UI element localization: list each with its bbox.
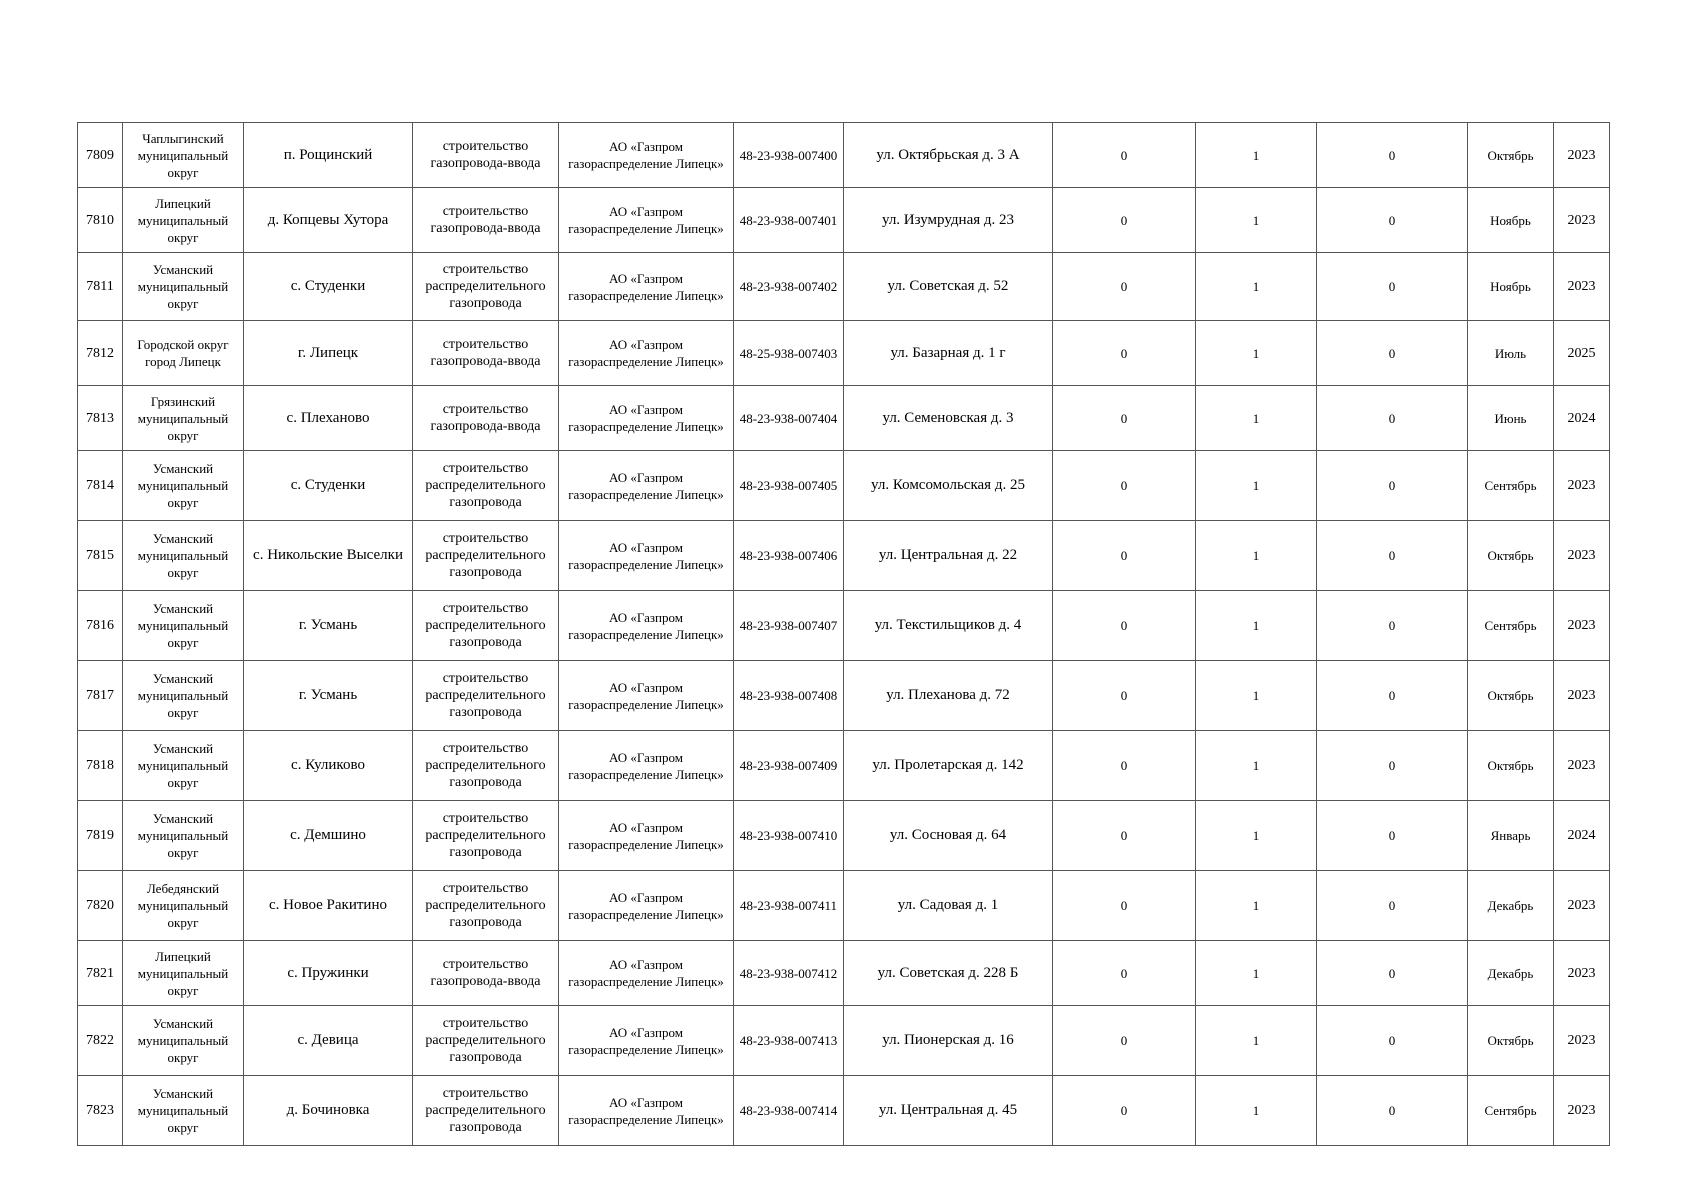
year-cell: 2024 bbox=[1554, 386, 1610, 451]
month-cell: Ноябрь bbox=[1468, 253, 1554, 321]
organization-cell: АО «Газпром газораспределение Липецк» bbox=[559, 1006, 734, 1076]
value-3-cell: 0 bbox=[1317, 188, 1468, 253]
value-1-cell: 0 bbox=[1053, 451, 1196, 521]
month-cell: Октябрь bbox=[1468, 521, 1554, 591]
year-cell: 2023 bbox=[1554, 661, 1610, 731]
work-type-cell: строительство распределительного газопровода bbox=[413, 253, 559, 321]
year-cell: 2023 bbox=[1554, 591, 1610, 661]
month-cell: Сентябрь bbox=[1468, 1076, 1554, 1146]
address-cell: ул. Октябрьская д. 3 А bbox=[844, 123, 1053, 188]
district-cell: Усманский муниципальный округ bbox=[123, 253, 244, 321]
work-type-cell: строительство распределительного газопровода bbox=[413, 451, 559, 521]
address-cell: ул. Сосновая д. 64 bbox=[844, 801, 1053, 871]
table-row bbox=[78, 123, 1610, 188]
object-code-cell: 48-23-938-007408 bbox=[734, 661, 844, 731]
value-1-cell: 0 bbox=[1053, 1076, 1196, 1146]
district-cell: Чаплыгинский муниципальный округ bbox=[123, 123, 244, 188]
month-cell: Декабрь bbox=[1468, 871, 1554, 941]
table-row bbox=[78, 253, 1610, 321]
object-code-cell: 48-23-938-007401 bbox=[734, 188, 844, 253]
month-cell: Июнь bbox=[1468, 386, 1554, 451]
district-cell: Усманский муниципальный округ bbox=[123, 1076, 244, 1146]
settlement-cell: с. Пружинки bbox=[244, 941, 413, 1006]
district-cell: Усманский муниципальный округ bbox=[123, 661, 244, 731]
year-cell: 2023 bbox=[1554, 451, 1610, 521]
organization-cell: АО «Газпром газораспределение Липецк» bbox=[559, 661, 734, 731]
value-3-cell: 0 bbox=[1317, 253, 1468, 321]
district-cell: Усманский муниципальный округ bbox=[123, 591, 244, 661]
table-row bbox=[78, 321, 1610, 386]
work-type-cell: строительство распределительного газопровода bbox=[413, 591, 559, 661]
organization-cell: АО «Газпром газораспределение Липецк» bbox=[559, 386, 734, 451]
value-2-cell: 1 bbox=[1196, 123, 1317, 188]
address-cell: ул. Пионерская д. 16 bbox=[844, 1006, 1053, 1076]
object-code-cell: 48-23-938-007400 bbox=[734, 123, 844, 188]
organization-cell: АО «Газпром газораспределение Липецк» bbox=[559, 591, 734, 661]
month-cell: Январь bbox=[1468, 801, 1554, 871]
settlement-cell: с. Демшино bbox=[244, 801, 413, 871]
year-cell: 2023 bbox=[1554, 123, 1610, 188]
work-type-cell: строительство распределительного газопровода bbox=[413, 871, 559, 941]
year-cell: 2024 bbox=[1554, 801, 1610, 871]
work-type-cell: строительство газопровода-ввода bbox=[413, 941, 559, 1006]
value-1-cell: 0 bbox=[1053, 871, 1196, 941]
value-2-cell: 1 bbox=[1196, 321, 1317, 386]
year-cell: 2025 bbox=[1554, 321, 1610, 386]
settlement-cell: г. Липецк bbox=[244, 321, 413, 386]
month-cell: Октябрь bbox=[1468, 123, 1554, 188]
row-number-cell: 7809 bbox=[78, 123, 123, 188]
table-row bbox=[78, 521, 1610, 591]
value-2-cell: 1 bbox=[1196, 731, 1317, 801]
value-1-cell: 0 bbox=[1053, 123, 1196, 188]
settlement-cell: с. Куликово bbox=[244, 731, 413, 801]
value-1-cell: 0 bbox=[1053, 321, 1196, 386]
object-code-cell: 48-23-938-007404 bbox=[734, 386, 844, 451]
value-3-cell: 0 bbox=[1317, 591, 1468, 661]
value-3-cell: 0 bbox=[1317, 123, 1468, 188]
table-row bbox=[78, 801, 1610, 871]
month-cell: Декабрь bbox=[1468, 941, 1554, 1006]
row-number-cell: 7817 bbox=[78, 661, 123, 731]
value-2-cell: 1 bbox=[1196, 591, 1317, 661]
value-3-cell: 0 bbox=[1317, 1006, 1468, 1076]
table-body bbox=[78, 123, 1610, 1146]
district-cell: Усманский муниципальный округ bbox=[123, 801, 244, 871]
district-cell: Липецкий муниципальный округ bbox=[123, 941, 244, 1006]
district-cell: Усманский муниципальный округ bbox=[123, 731, 244, 801]
value-3-cell: 0 bbox=[1317, 731, 1468, 801]
year-cell: 2023 bbox=[1554, 871, 1610, 941]
address-cell: ул. Базарная д. 1 г bbox=[844, 321, 1053, 386]
value-2-cell: 1 bbox=[1196, 871, 1317, 941]
object-code-cell: 48-23-938-007414 bbox=[734, 1076, 844, 1146]
table-row bbox=[78, 386, 1610, 451]
work-type-cell: строительство распределительного газопровода bbox=[413, 521, 559, 591]
row-number-cell: 7823 bbox=[78, 1076, 123, 1146]
work-type-cell: строительство газопровода-ввода bbox=[413, 188, 559, 253]
row-number-cell: 7813 bbox=[78, 386, 123, 451]
settlement-cell: п. Рощинский bbox=[244, 123, 413, 188]
table-row bbox=[78, 661, 1610, 731]
object-code-cell: 48-23-938-007407 bbox=[734, 591, 844, 661]
table-row bbox=[78, 871, 1610, 941]
value-3-cell: 0 bbox=[1317, 451, 1468, 521]
object-code-cell: 48-23-938-007411 bbox=[734, 871, 844, 941]
address-cell: ул. Советская д. 52 bbox=[844, 253, 1053, 321]
value-2-cell: 1 bbox=[1196, 253, 1317, 321]
address-cell: ул. Центральная д. 45 bbox=[844, 1076, 1053, 1146]
table-row bbox=[78, 1006, 1610, 1076]
value-2-cell: 1 bbox=[1196, 521, 1317, 591]
address-cell: ул. Центральная д. 22 bbox=[844, 521, 1053, 591]
table-row bbox=[78, 1076, 1610, 1146]
value-1-cell: 0 bbox=[1053, 731, 1196, 801]
value-1-cell: 0 bbox=[1053, 521, 1196, 591]
month-cell: Октябрь bbox=[1468, 731, 1554, 801]
organization-cell: АО «Газпром газораспределение Липецк» bbox=[559, 451, 734, 521]
month-cell: Ноябрь bbox=[1468, 188, 1554, 253]
object-code-cell: 48-23-938-007405 bbox=[734, 451, 844, 521]
organization-cell: АО «Газпром газораспределение Липецк» bbox=[559, 188, 734, 253]
row-number-cell: 7811 bbox=[78, 253, 123, 321]
year-cell: 2023 bbox=[1554, 253, 1610, 321]
object-code-cell: 48-23-938-007406 bbox=[734, 521, 844, 591]
row-number-cell: 7818 bbox=[78, 731, 123, 801]
value-3-cell: 0 bbox=[1317, 321, 1468, 386]
value-2-cell: 1 bbox=[1196, 386, 1317, 451]
address-cell: ул. Плеханова д. 72 bbox=[844, 661, 1053, 731]
organization-cell: АО «Газпром газораспределение Липецк» bbox=[559, 1076, 734, 1146]
district-cell: Липецкий муниципальный округ bbox=[123, 188, 244, 253]
organization-cell: АО «Газпром газораспределение Липецк» bbox=[559, 321, 734, 386]
value-2-cell: 1 bbox=[1196, 451, 1317, 521]
organization-cell: АО «Газпром газораспределение Липецк» bbox=[559, 731, 734, 801]
table-row bbox=[78, 941, 1610, 1006]
object-code-cell: 48-23-938-007410 bbox=[734, 801, 844, 871]
address-cell: ул. Советская д. 228 Б bbox=[844, 941, 1053, 1006]
month-cell: Октябрь bbox=[1468, 1006, 1554, 1076]
district-cell: Грязинский муниципальный округ bbox=[123, 386, 244, 451]
district-cell: Усманский муниципальный округ bbox=[123, 451, 244, 521]
address-cell: ул. Комсомольская д. 25 bbox=[844, 451, 1053, 521]
year-cell: 2023 bbox=[1554, 1076, 1610, 1146]
settlement-cell: г. Усмань bbox=[244, 661, 413, 731]
table-row bbox=[78, 591, 1610, 661]
settlement-cell: с. Девица bbox=[244, 1006, 413, 1076]
value-1-cell: 0 bbox=[1053, 591, 1196, 661]
value-2-cell: 1 bbox=[1196, 661, 1317, 731]
value-2-cell: 1 bbox=[1196, 1006, 1317, 1076]
value-2-cell: 1 bbox=[1196, 941, 1317, 1006]
row-number-cell: 7815 bbox=[78, 521, 123, 591]
organization-cell: АО «Газпром газораспределение Липецк» bbox=[559, 521, 734, 591]
settlement-cell: с. Студенки bbox=[244, 253, 413, 321]
row-number-cell: 7822 bbox=[78, 1006, 123, 1076]
work-type-cell: строительство распределительного газопровода bbox=[413, 801, 559, 871]
work-type-cell: строительство распределительного газопровода bbox=[413, 731, 559, 801]
table-row bbox=[78, 188, 1610, 253]
settlement-cell: д. Бочиновка bbox=[244, 1076, 413, 1146]
value-3-cell: 0 bbox=[1317, 661, 1468, 731]
organization-cell: АО «Газпром газораспределение Липецк» bbox=[559, 123, 734, 188]
value-2-cell: 1 bbox=[1196, 1076, 1317, 1146]
row-number-cell: 7812 bbox=[78, 321, 123, 386]
year-cell: 2023 bbox=[1554, 731, 1610, 801]
work-type-cell: строительство газопровода-ввода bbox=[413, 123, 559, 188]
organization-cell: АО «Газпром газораспределение Липецк» bbox=[559, 253, 734, 321]
document-sheet bbox=[77, 122, 1609, 1146]
district-cell: Усманский муниципальный округ bbox=[123, 521, 244, 591]
work-type-cell: строительство распределительного газопровода bbox=[413, 1076, 559, 1146]
value-3-cell: 0 bbox=[1317, 521, 1468, 591]
address-cell: ул. Текстильщиков д. 4 bbox=[844, 591, 1053, 661]
district-cell: Усманский муниципальный округ bbox=[123, 1006, 244, 1076]
settlement-cell: с. Плеханово bbox=[244, 386, 413, 451]
value-1-cell: 0 bbox=[1053, 253, 1196, 321]
work-type-cell: строительство газопровода-ввода bbox=[413, 386, 559, 451]
row-number-cell: 7819 bbox=[78, 801, 123, 871]
district-cell: Лебедянский муниципальный округ bbox=[123, 871, 244, 941]
row-number-cell: 7814 bbox=[78, 451, 123, 521]
row-number-cell: 7810 bbox=[78, 188, 123, 253]
value-3-cell: 0 bbox=[1317, 941, 1468, 1006]
gas-connection-table bbox=[77, 122, 1610, 1146]
value-1-cell: 0 bbox=[1053, 801, 1196, 871]
address-cell: ул. Семеновская д. 3 bbox=[844, 386, 1053, 451]
work-type-cell: строительство распределительного газопровода bbox=[413, 661, 559, 731]
value-1-cell: 0 bbox=[1053, 941, 1196, 1006]
organization-cell: АО «Газпром газораспределение Липецк» bbox=[559, 871, 734, 941]
value-2-cell: 1 bbox=[1196, 188, 1317, 253]
settlement-cell: с. Новое Ракитино bbox=[244, 871, 413, 941]
year-cell: 2023 bbox=[1554, 521, 1610, 591]
settlement-cell: с. Студенки bbox=[244, 451, 413, 521]
organization-cell: АО «Газпром газораспределение Липецк» bbox=[559, 801, 734, 871]
address-cell: ул. Изумрудная д. 23 bbox=[844, 188, 1053, 253]
organization-cell: АО «Газпром газораспределение Липецк» bbox=[559, 941, 734, 1006]
table-row bbox=[78, 451, 1610, 521]
value-2-cell: 1 bbox=[1196, 801, 1317, 871]
value-1-cell: 0 bbox=[1053, 188, 1196, 253]
object-code-cell: 48-23-938-007412 bbox=[734, 941, 844, 1006]
row-number-cell: 7821 bbox=[78, 941, 123, 1006]
value-3-cell: 0 bbox=[1317, 801, 1468, 871]
district-cell: Городской округ город Липецк bbox=[123, 321, 244, 386]
address-cell: ул. Пролетарская д. 142 bbox=[844, 731, 1053, 801]
year-cell: 2023 bbox=[1554, 1006, 1610, 1076]
value-1-cell: 0 bbox=[1053, 1006, 1196, 1076]
settlement-cell: г. Усмань bbox=[244, 591, 413, 661]
row-number-cell: 7820 bbox=[78, 871, 123, 941]
object-code-cell: 48-25-938-007403 bbox=[734, 321, 844, 386]
value-1-cell: 0 bbox=[1053, 386, 1196, 451]
address-cell: ул. Садовая д. 1 bbox=[844, 871, 1053, 941]
value-3-cell: 0 bbox=[1317, 871, 1468, 941]
row-number-cell: 7816 bbox=[78, 591, 123, 661]
work-type-cell: строительство распределительного газопровода bbox=[413, 1006, 559, 1076]
object-code-cell: 48-23-938-007413 bbox=[734, 1006, 844, 1076]
settlement-cell: с. Никольские Выселки bbox=[244, 521, 413, 591]
settlement-cell: д. Копцевы Хутора bbox=[244, 188, 413, 253]
year-cell: 2023 bbox=[1554, 941, 1610, 1006]
object-code-cell: 48-23-938-007402 bbox=[734, 253, 844, 321]
month-cell: Сентябрь bbox=[1468, 591, 1554, 661]
month-cell: Июль bbox=[1468, 321, 1554, 386]
work-type-cell: строительство газопровода-ввода bbox=[413, 321, 559, 386]
value-3-cell: 0 bbox=[1317, 1076, 1468, 1146]
month-cell: Сентябрь bbox=[1468, 451, 1554, 521]
value-3-cell: 0 bbox=[1317, 386, 1468, 451]
object-code-cell: 48-23-938-007409 bbox=[734, 731, 844, 801]
year-cell: 2023 bbox=[1554, 188, 1610, 253]
value-1-cell: 0 bbox=[1053, 661, 1196, 731]
table-row bbox=[78, 731, 1610, 801]
month-cell: Октябрь bbox=[1468, 661, 1554, 731]
